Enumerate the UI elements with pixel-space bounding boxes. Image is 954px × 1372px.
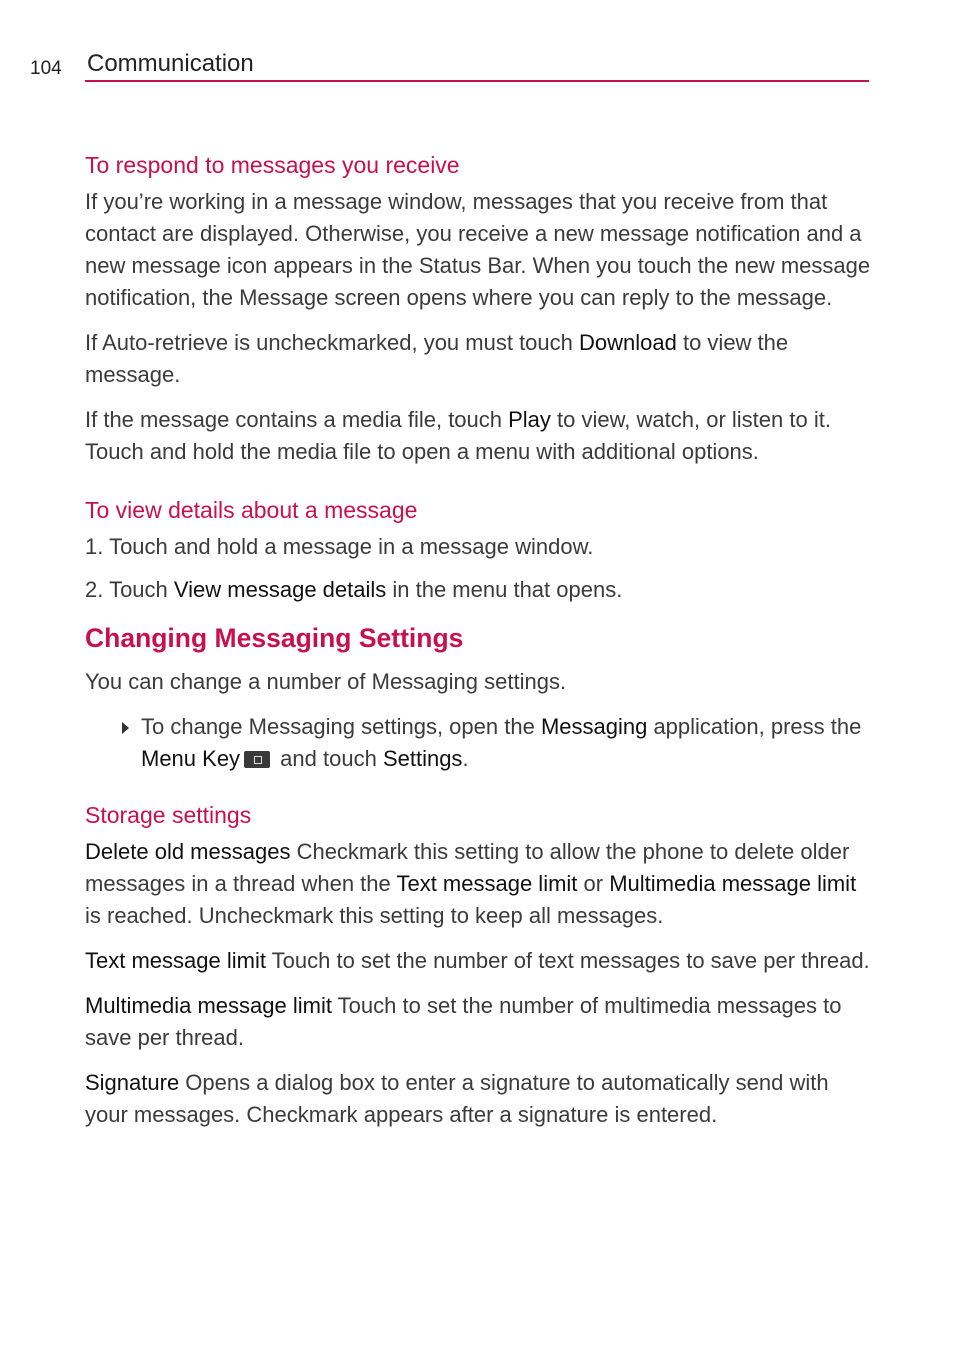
settings-term: Settings (382, 746, 463, 771)
text-run: To change Messaging settings, open the (141, 714, 541, 739)
text-run: is reached. Uncheckmark this setting to keep all messages. (85, 903, 664, 928)
details-steps (85, 531, 875, 606)
changing-settings-heading: Changing Messaging Settings (85, 623, 464, 653)
respond-paragraph-2 (85, 327, 875, 391)
text-run: Opens a dialog box to enter a signature to automatically send with your messages. Checkmark appears after a signature is entered. (85, 1070, 829, 1127)
header-divider (85, 80, 869, 82)
text-run: Touch to set the number of multimedia messages to save per thread. (85, 993, 842, 1050)
section-title: Communication (87, 50, 254, 77)
signature-item (85, 1067, 875, 1131)
text-run: . (462, 746, 469, 771)
page-header (0, 0, 954, 90)
text-run: Checkmark this setting to allow the phone to delete older messages in a thread when the (85, 839, 850, 896)
step-1: 1. Touch and hold a message in a message window. (85, 534, 594, 559)
delete-old-messages-term: Delete old messages (85, 839, 291, 864)
changing-bullet (85, 711, 875, 775)
text-run: If Auto-retrieve is uncheckmarked, you must touch (85, 330, 580, 355)
menu-key-icon (244, 751, 270, 768)
text-run: 2. Touch (85, 577, 174, 602)
download-term: Download (579, 330, 677, 355)
signature-label: Signature (85, 1070, 180, 1095)
changing-intro: You can change a number of Messaging settings. (85, 669, 567, 694)
step-2 (85, 574, 875, 606)
text-message-limit-term: Text message limit (396, 871, 578, 896)
storage-heading: Storage settings (85, 802, 252, 828)
respond-paragraph-3 (85, 404, 875, 468)
multimedia-message-limit-term: Multimedia message limit (609, 871, 857, 896)
text-run: and touch (274, 746, 383, 771)
delete-old-messages-item (85, 836, 875, 932)
play-term: Play (508, 407, 551, 432)
text-message-limit-item (85, 945, 875, 977)
menu-key-term: Menu Key (141, 746, 241, 771)
multimedia-message-limit-label: Multimedia message limit (85, 993, 332, 1018)
text-message-limit-label: Text message limit (85, 948, 266, 973)
page-content (85, 149, 875, 1144)
respond-paragraph-1: If you’re working in a message window, messages that you receive from that contact are displayed. Otherwise, you receive a new message notification and a new message icon appears in the Status Bar. When you touch the new message notification, the Message screen opens where you can reply to the message. (85, 189, 871, 310)
text-run: Touch to set the number of text messages to save per thread. (265, 948, 870, 973)
text-run: to view, watch, or listen to it. Touch and hold the media file to open a menu with additional options. (85, 407, 831, 464)
text-run: If the message contains a media file, touch (85, 407, 509, 432)
bullet-arrow-icon (122, 722, 129, 734)
view-message-details-term: View message details (173, 577, 387, 602)
messaging-term: Messaging (540, 714, 648, 739)
page-number: 104 (30, 58, 62, 79)
text-run: in the menu that opens. (386, 577, 623, 602)
text-run: to view the message. (85, 330, 789, 387)
text-run: or (577, 871, 610, 896)
multimedia-message-limit-item (85, 990, 875, 1054)
respond-heading: To respond to messages you receive (85, 152, 460, 178)
details-heading: To view details about a message (85, 497, 418, 523)
text-run: application, press the (647, 714, 862, 739)
